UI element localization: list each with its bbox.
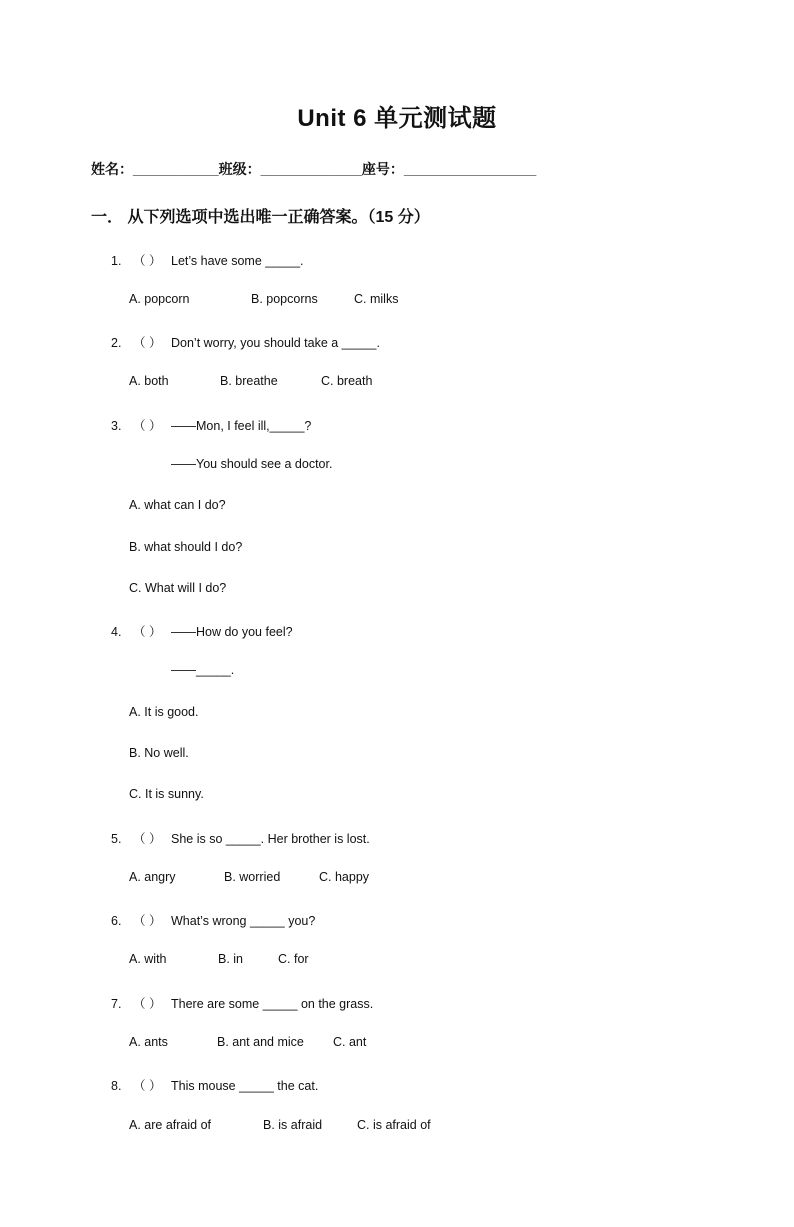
page-title: Unit 6 单元测试题 (297, 105, 497, 132)
answer-blank: （ ） (133, 625, 162, 639)
option-c: C. happy (319, 870, 370, 884)
option-a: A. ants (129, 1035, 168, 1049)
answer-blank: （ ） (133, 832, 162, 846)
answer-blank: （ ） (133, 914, 162, 928)
question-text: What’s wrong _____ you? (171, 914, 316, 928)
options-5 (129, 870, 369, 884)
option-b: B. No well. (129, 746, 189, 760)
question-7 (111, 994, 373, 1012)
question-6 (111, 911, 315, 929)
answer-blank: （ ） (133, 1079, 162, 1093)
question-text: There are some _____ on the grass. (171, 997, 374, 1011)
question-text: She is so _____. Her brother is lost. (171, 832, 370, 846)
question-text: Don’t worry, you should take a _____. (171, 336, 380, 350)
question-3 (111, 416, 311, 434)
options-7 (129, 1035, 366, 1049)
question-text: Let’s have some _____. (171, 254, 304, 268)
answer-blank: （ ） (133, 419, 162, 433)
option-b: B. worried (224, 870, 281, 884)
question-number: 3. (111, 419, 122, 433)
question-number: 6. (111, 914, 122, 928)
option-a: A. what can I do? (129, 498, 226, 512)
question-number: 2. (111, 336, 122, 350)
option-a: A. both (129, 374, 169, 388)
option-c: C. for (278, 952, 309, 966)
option-c: C. It is sunny. (129, 787, 204, 801)
options-6 (129, 952, 309, 966)
option-c: C. What will I do? (129, 581, 227, 595)
question-number: 8. (111, 1079, 122, 1093)
options-8 (129, 1118, 431, 1132)
option-c: C. milks (354, 292, 399, 306)
question-number: 5. (111, 832, 122, 846)
question-1 (111, 251, 304, 269)
option-b: B. breathe (220, 374, 278, 388)
question-2 (111, 333, 380, 351)
question-4 (111, 622, 293, 640)
option-a: A. with (129, 952, 167, 966)
question-3-reply: ——You should see a doctor. (171, 457, 333, 471)
question-8 (111, 1076, 318, 1094)
option-b: B. ant and mice (217, 1035, 304, 1049)
option-a: A. popcorn (129, 292, 190, 306)
options-1 (129, 292, 398, 306)
question-text: ——Mon, I feel ill,_____? (171, 419, 312, 433)
option-c: C. breath (321, 374, 373, 388)
option-b: B. what should I do? (129, 540, 243, 554)
option-c: C. ant (333, 1035, 367, 1049)
answer-blank: （ ） (133, 254, 162, 268)
question-number: 7. (111, 997, 122, 1011)
option-a: A. are afraid of (129, 1118, 211, 1132)
answer-blank: （ ） (133, 997, 162, 1011)
question-number: 4. (111, 625, 122, 639)
option-c: C. is afraid of (357, 1118, 431, 1132)
option-b: B. popcorns (251, 292, 318, 306)
question-4-reply: ——_____. (171, 663, 235, 677)
section-heading: 一． 从下列选项中选出唯一正确答案。（15 分） (91, 209, 430, 226)
question-5 (111, 829, 370, 847)
question-text: This mouse _____ the cat. (171, 1079, 319, 1093)
option-a: A. It is good. (129, 705, 199, 719)
option-b: B. in (218, 952, 244, 966)
answer-blank: （ ） (133, 336, 162, 350)
options-2 (129, 374, 372, 388)
question-number: 1. (111, 254, 122, 268)
option-a: A. angry (129, 870, 176, 884)
option-b: B. is afraid (263, 1118, 323, 1132)
student-info-line: 姓名：___________班级：_____________座号：_________________ (91, 161, 537, 177)
question-text: ——How do you feel? (171, 625, 293, 639)
